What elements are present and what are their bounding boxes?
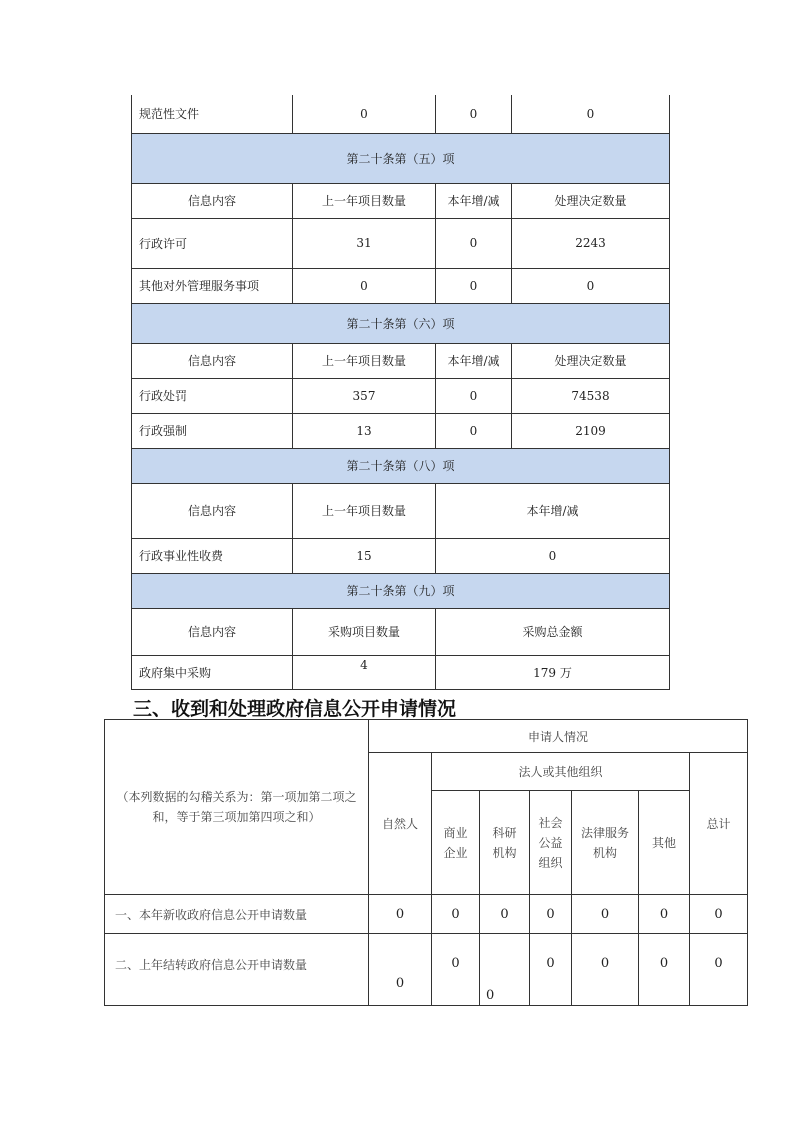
section-title: 第二十条第（六）项: [132, 303, 670, 343]
natural-person-header: 自然人: [369, 753, 432, 895]
column-header: 信息内容: [132, 483, 293, 538]
column-header-other: 其他: [639, 791, 690, 895]
header-row: [132, 608, 670, 655]
cell-value: 0: [639, 895, 690, 934]
column-header-legal: 法律服务机构: [572, 791, 639, 895]
column-header: 采购项目数量: [293, 608, 436, 655]
column-header: 信息内容: [132, 608, 293, 655]
column-header: 上一年项目数量: [293, 343, 436, 378]
cell-value: 0: [436, 378, 512, 413]
column-header: 信息内容: [132, 183, 293, 218]
table-row: [105, 934, 748, 1006]
header-row: [132, 183, 670, 218]
cell-value: 0: [512, 268, 670, 303]
cell-value: 0: [436, 218, 512, 268]
column-header: 处理决定数量: [512, 183, 670, 218]
column-header: 采购总金额: [436, 608, 670, 655]
row-label: 二、上年结转政府信息公开申请数量: [105, 934, 369, 1006]
cell-value: 74538: [512, 378, 670, 413]
cell-value: 0: [572, 934, 639, 1006]
cell-value: 2109: [512, 413, 670, 448]
cell-value: 0: [480, 895, 530, 934]
total-header: 总计: [690, 753, 748, 895]
column-header-business: 商业企业: [432, 791, 480, 895]
row-label: 行政处罚: [132, 378, 293, 413]
row-label: 规范性文件: [132, 95, 293, 133]
table-row: [105, 895, 748, 934]
cell-value: 31: [293, 218, 436, 268]
cell-value: 0: [436, 95, 512, 133]
cell-value: 0: [369, 934, 432, 1006]
row-label: 行政事业性收费: [132, 538, 293, 573]
table-row: [132, 538, 670, 573]
section-heading: 三、收到和处理政府信息公开申请情况: [133, 698, 457, 720]
cell-value: 0: [530, 895, 572, 934]
cell-value: 0: [572, 895, 639, 934]
relationship-note: （本列数据的勾稽关系为：第一项加第二项之和，等于第三项加第四项之和）: [105, 720, 369, 895]
cell-value: 0: [639, 934, 690, 1006]
cell-value: 2243: [512, 218, 670, 268]
cell-value: 0: [530, 934, 572, 1006]
table-row: [132, 95, 670, 133]
cell-value: 0: [432, 895, 480, 934]
column-header: 上一年项目数量: [293, 183, 436, 218]
cell-value: 357: [293, 378, 436, 413]
cell-value: 0: [436, 538, 670, 573]
disclosure-items-table: [131, 95, 670, 690]
cell-value: 0: [293, 268, 436, 303]
row-label: 其他对外管理服务事项: [132, 268, 293, 303]
table-row: [132, 413, 670, 448]
cell-value: 0: [436, 413, 512, 448]
legal-group-header: 法人或其他组织: [432, 753, 690, 791]
row-label: 政府集中采购: [132, 655, 293, 689]
section-title: 第二十条第（八）项: [132, 448, 670, 483]
cell-value: 0: [480, 934, 530, 1006]
section-title: 第二十条第（九）项: [132, 573, 670, 608]
cell-value: 0: [293, 95, 436, 133]
column-header: 本年增/减: [436, 183, 512, 218]
column-header-research: 科研机构: [480, 791, 530, 895]
table-row: [132, 268, 670, 303]
column-header: 信息内容: [132, 343, 293, 378]
table-row: [132, 218, 670, 268]
application-status-table: [104, 719, 748, 1006]
applicant-header: 申请人情况: [369, 720, 748, 753]
cell-value: 0: [436, 268, 512, 303]
header-row: [132, 483, 670, 538]
column-header: 本年增/减: [436, 343, 512, 378]
cell-value: 0: [432, 934, 480, 1006]
cell-value: 0: [690, 895, 748, 934]
row-label: 一、本年新收政府信息公开申请数量: [105, 895, 369, 934]
cell-value: 0: [369, 895, 432, 934]
cell-value: 0: [512, 95, 670, 133]
section-title: 第二十条第（五）项: [132, 133, 670, 183]
cell-value: 15: [293, 538, 436, 573]
column-header: 处理决定数量: [512, 343, 670, 378]
cell-value: 4: [293, 655, 436, 689]
cell-value: 0: [690, 934, 748, 1006]
cell-value: 179 万: [436, 655, 670, 689]
row-label: 行政强制: [132, 413, 293, 448]
table-row: [132, 378, 670, 413]
column-header: 本年增/减: [436, 483, 670, 538]
column-header-social: 社会公益组织: [530, 791, 572, 895]
header-row: [132, 343, 670, 378]
row-label: 行政许可: [132, 218, 293, 268]
table-row: [132, 655, 670, 689]
cell-value: 13: [293, 413, 436, 448]
column-header: 上一年项目数量: [293, 483, 436, 538]
